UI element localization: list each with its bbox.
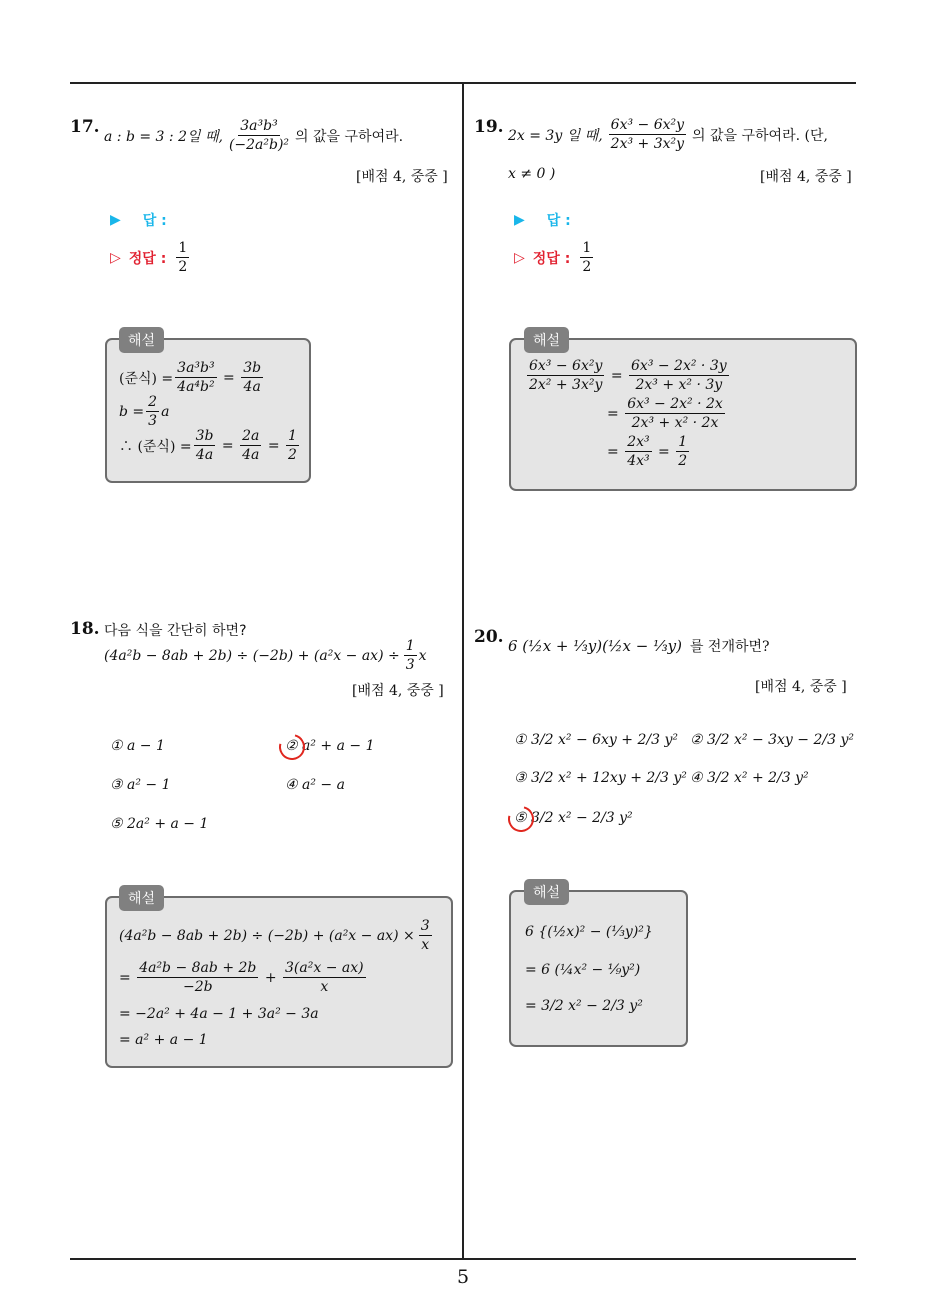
question-tail: 의 값을 구하여라. xyxy=(295,128,404,145)
score-label: [배점 4, 중중 ] xyxy=(352,683,444,699)
choice-1[interactable]: ① a − 1 xyxy=(110,738,165,754)
solution-tab: 해설 xyxy=(119,885,164,911)
denominator: 2 xyxy=(178,259,188,276)
choice-1[interactable]: ① 3/2 x² − 6xy + 2/3 y² xyxy=(514,732,678,748)
question-lead: 2x = 3y 일 때, xyxy=(508,127,603,144)
numerator: 2x³ xyxy=(625,434,651,452)
solution-line-1: (준식) = $\frac{\text{3a³b³}}{\text{4a⁴b²}}$ = $\frac{3b}{4a}$ xyxy=(119,360,262,396)
fraction xyxy=(175,360,216,395)
solution-box xyxy=(509,890,688,1047)
correct-answer-row xyxy=(110,240,191,275)
question-lead: a : b = 3 : 2일 때, xyxy=(104,128,223,145)
numerator: 6x³ − 6x²y xyxy=(527,358,604,376)
fraction-numerator: 6x³ − 6x²y xyxy=(609,117,686,135)
fraction xyxy=(241,360,263,395)
numerator: 6x³ − 2x² · 3y xyxy=(629,358,729,376)
play-icon: ▶ xyxy=(110,212,121,228)
fraction xyxy=(404,638,417,673)
fraction-numerator: 3a³b³ xyxy=(238,118,279,136)
fraction xyxy=(146,394,159,429)
choice-4[interactable]: ④ 3/2 x² + 2/3 y² xyxy=(690,770,809,786)
fraction xyxy=(625,434,651,469)
question-tail: 의 값을 구하여라. (단, xyxy=(692,127,828,144)
fraction xyxy=(283,960,366,995)
solution-box xyxy=(105,338,311,483)
denominator: 3 xyxy=(405,657,415,674)
fraction xyxy=(625,396,725,431)
numerator: 3b xyxy=(194,428,216,446)
choice-2[interactable]: ② a² + a − 1 xyxy=(285,738,375,754)
solution-line-3: = 3/2 x² − 2/3 y² xyxy=(525,998,643,1014)
denominator: 2 xyxy=(582,259,592,276)
solution-line-2: = $\frac{\text{6x³ − 2x² · 2x}}{\text{2x³ + x² · 2x}}$ xyxy=(607,396,723,432)
denominator: −2b xyxy=(182,979,213,996)
text: a xyxy=(161,403,170,420)
numerator: 3a³b³ xyxy=(175,360,216,378)
denominator: 4x³ xyxy=(627,453,650,470)
problem-number: 19. xyxy=(474,117,504,137)
column-divider xyxy=(462,83,464,1259)
question-expression xyxy=(104,638,427,673)
solution-line-1 xyxy=(119,918,434,953)
fraction xyxy=(137,960,258,995)
correct-value xyxy=(176,240,189,275)
solution-line-1: $\frac{\text{6x³ − 6x²y}}{\text{2x² + 3x²y}}$ = $\frac{\text{6x³ − 2x² · 3y}}{\text{2x³ + x² · 3y}}$ xyxy=(529,358,727,394)
numerator: 1 xyxy=(404,638,417,656)
question-tail: 를 전개하면? xyxy=(689,639,770,655)
bottom-rule xyxy=(70,1258,856,1260)
numerator: 4a²b − 8ab + 2b xyxy=(137,960,258,978)
solution-box xyxy=(509,338,857,491)
outline-play-icon: ▷ xyxy=(514,249,525,266)
correct-label: 정답 : xyxy=(128,250,167,267)
choice-2[interactable]: ② 3/2 x² − 3xy − 2/3 y² xyxy=(690,732,854,748)
numerator: 3(a²x − ax) xyxy=(283,960,366,978)
denominator: 4a⁴b² xyxy=(177,379,215,396)
answer-row xyxy=(514,210,571,230)
fraction-denominator: 2x³ + 3x²y xyxy=(610,136,685,153)
solution-line-3: = $\frac{\text{2x³}}{\text{4x³}}$ = $\frac{1}{2}$ xyxy=(607,434,688,470)
problem-number: 20. xyxy=(474,627,504,647)
problem-number: 17. xyxy=(70,117,100,137)
text: (4a²b − 8ab + 2b) ÷ (−2b) + (a²x − ax) ÷ xyxy=(104,647,400,664)
choice-3[interactable]: ③ a² − 1 xyxy=(110,777,171,793)
choice-5[interactable]: ⑤ 3/2 x² − 2/3 y² xyxy=(514,810,633,826)
score-label: [배점 4, 중중 ] xyxy=(755,679,847,695)
answer-label: 답 : xyxy=(142,213,167,229)
numerator: 3 xyxy=(419,918,432,936)
fraction xyxy=(240,428,261,463)
denominator: 2x² + 3x²y xyxy=(529,377,603,394)
fraction xyxy=(194,428,216,463)
question-condition: x ≠ 0 ) xyxy=(508,166,556,182)
fraction-denominator: (−2a²b)² xyxy=(228,137,290,154)
fraction xyxy=(527,358,604,393)
fraction xyxy=(419,918,432,953)
numerator: 1 xyxy=(176,240,189,258)
denominator: 4a xyxy=(195,447,214,464)
correct-answer-row xyxy=(514,240,595,275)
numerator: 3b xyxy=(241,360,263,378)
fraction xyxy=(286,428,299,463)
solution-box xyxy=(105,896,453,1068)
text: x xyxy=(418,647,427,664)
question xyxy=(508,117,828,152)
question-expression: 6 (½x + ⅓y)(½x − ⅓y) xyxy=(508,637,682,655)
numerator: 6x³ − 2x² · 2x xyxy=(625,396,725,414)
denominator: x xyxy=(320,979,329,996)
choice-3[interactable]: ③ 3/2 x² + 12xy + 2/3 y² xyxy=(514,770,687,786)
selected-circle-mark xyxy=(503,801,539,837)
question: 다음 식을 간단히 하면? xyxy=(104,623,247,639)
score-label: [배점 4, 중중 ] xyxy=(760,169,852,185)
denominator: x xyxy=(421,937,430,954)
solution-line-2: = 6 (¼x² − ⅑y²) xyxy=(525,962,641,978)
denominator: 2x³ + x² · 2x xyxy=(631,415,719,432)
fraction xyxy=(629,358,729,393)
solution-tab: 해설 xyxy=(524,879,569,905)
solution-tab: 해설 xyxy=(524,327,569,353)
question-fraction xyxy=(609,117,686,152)
solution-line-3: ∴ (준식) = $\frac{3b}{4a}$ = $\frac{2a}{4a}$ = $\frac{1}{2}$ xyxy=(119,428,297,464)
solution-line-2 xyxy=(119,394,169,429)
choice-4[interactable]: ④ a² − a xyxy=(285,777,345,793)
question xyxy=(508,636,770,656)
answer-row xyxy=(110,210,167,230)
choice-5[interactable]: ⑤ 2a² + a − 1 xyxy=(110,816,209,832)
denominator: 2 xyxy=(288,447,297,464)
selected-circle-mark xyxy=(274,729,310,765)
page-number: 5 xyxy=(456,1266,470,1288)
problem-number: 18. xyxy=(70,619,100,639)
solution-line-3: = −2a² + 4a − 1 + 3a² − 3a xyxy=(119,1006,319,1022)
outline-play-icon: ▷ xyxy=(110,249,121,266)
text: (준식) = xyxy=(119,370,174,387)
denominator: 2 xyxy=(678,453,688,470)
question xyxy=(104,118,403,153)
solution-line-4: = a² + a − 1 xyxy=(119,1032,208,1048)
correct-label: 정답 : xyxy=(532,250,571,267)
text: (4a²b − 8ab + 2b) ÷ (−2b) + (a²x − ax) × xyxy=(119,927,415,944)
text: ∴ (준식) = xyxy=(119,438,192,455)
numerator: 1 xyxy=(676,434,689,452)
correct-value xyxy=(580,240,593,275)
numerator: 2a xyxy=(240,428,261,446)
denominator: 4a xyxy=(243,379,261,396)
denominator: 3 xyxy=(148,413,158,430)
score-label: [배점 4, 중중 ] xyxy=(356,169,448,185)
solution-tab: 해설 xyxy=(119,327,164,353)
numerator: 1 xyxy=(580,240,593,258)
text: b = xyxy=(119,403,145,420)
play-icon: ▶ xyxy=(514,212,525,228)
numerator: 2 xyxy=(146,394,159,412)
answer-label: 답 : xyxy=(546,213,571,229)
denominator: 2x³ + x² · 3y xyxy=(635,377,723,394)
denominator: 4a xyxy=(242,447,260,464)
solution-line-1: 6 {(½x)² − (⅓y)²} xyxy=(525,924,653,940)
solution-line-2: = $\frac{\text{4a²b − 8ab + 2b}}{-2b}$ + $\frac{\text{3(a²x − ax)}}{x}$ xyxy=(119,960,364,996)
fraction xyxy=(676,434,689,469)
question-fraction xyxy=(227,118,291,153)
numerator: 1 xyxy=(286,428,299,446)
